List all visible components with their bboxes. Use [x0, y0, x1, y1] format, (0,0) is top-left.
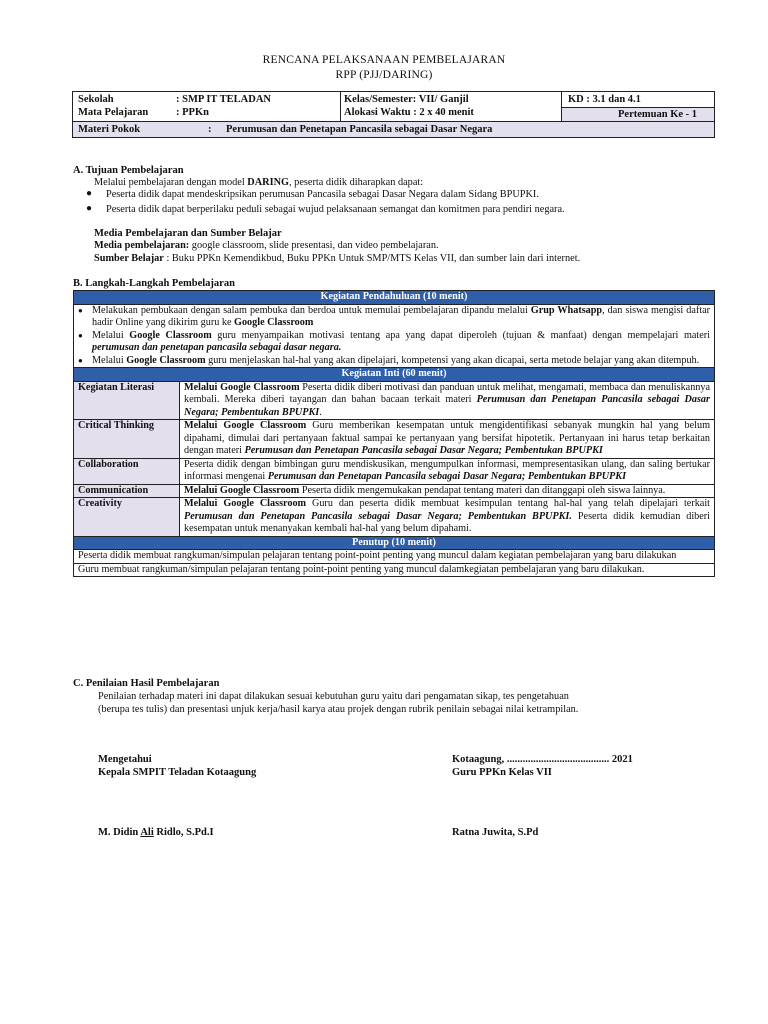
media-heading: Media Pembelajaran dan Sumber Belajar [94, 228, 282, 239]
core-activity-label: Kegiatan Literasi [74, 381, 180, 420]
closing-activity-header: Penutup (10 menit) [74, 536, 715, 550]
intro-step: ● Melakukan pembukaan dengan salam pembuka dan berdoa untuk memulai pembelajaran dipandu melalui Grup Whatsapp, dan siswa mengisi daftar hadir Online yang dikirim guru ke Google Classroom [78, 305, 710, 330]
meeting-number: Pertemuan Ke - 1 [618, 109, 698, 120]
place-date: Kotaagung, ....................................... 2021 [452, 754, 633, 765]
class-semester: Kelas/Semester: VII/ Ganjil [344, 94, 469, 105]
sources-line: Sumber Belajar : Buku PPKn Kemendikbud, Buku PPKn Untuk SMP/MTS Kelas VII, dan sumber lain dari internet. [94, 253, 581, 264]
intro-activity-header: Kegiatan Pendahuluan (10 menit) [74, 291, 715, 305]
topic-colon: : [208, 124, 212, 135]
objective-item: Peserta didik dapat mendeskripsikan perumusan Pancasila sebagai Dasar Negara dalam Sidang BPUPKI. [106, 189, 539, 200]
media-line: Media pembelajaran: google classroom, slide presentasi, dan video pembelajaran. [94, 240, 439, 251]
intro-step: ● Melalui Google Classroom guru menjelaskan hal-hal yang akan dipelajari, kompetensi yang akan dicapai, serta metode belajar yang akan ditempuh. [78, 355, 710, 368]
closing-activity-item: Guru membuat rangkuman/simpulan pelajaran tentang point-point penting yang muncul dalamkegiatan pembelajaran yang baru dilakukan. [74, 563, 715, 577]
core-activity-label: Communication [74, 484, 180, 498]
subject-label: Mata Pelajaran [78, 107, 149, 118]
subject-value: : PPKn [176, 107, 209, 118]
core-activity-label: Critical Thinking [74, 420, 180, 459]
time-allocation: Alokasi Waktu : 2 x 40 menit [344, 107, 474, 118]
intro-activity-cell [74, 304, 715, 368]
section-c-heading: C. Penilaian Hasil Pembelajaran [73, 678, 220, 689]
core-activity-label: Creativity [74, 498, 180, 537]
teacher-name: Ratna Juwita, S.Pd [452, 827, 539, 838]
core-activity-description: Melalui Google Classroom Peserta didik mengemukakan pendapat tentang materi dan ditanggapi oleh siswa lainnya. [180, 484, 715, 498]
document-subtitle: RPP (PJJ/DARING) [335, 69, 433, 81]
header-info-table [72, 91, 715, 139]
acknowledged-label: Mengetahui [98, 754, 152, 765]
intro-step: ● Melalui Google Classroom guru menyampaikan motivasi tentang apa yang dapat diperoleh (tujuan & manfaat) dengan mempelajari materi perumusan dan penetapan pancasila sebagai dasar negara. [78, 330, 710, 355]
learning-steps-table [73, 290, 715, 577]
principal-name: M. Didin Ali Ridlo, S.Pd.I [98, 827, 214, 838]
core-activity-description: Melalui Google Classroom Peserta didik diberi motivasi dan panduan untuk melihat, mengamati, membaca dan menuliskannya kembali. Mereka diberi tayangan dan bahan bacaan terkait materi Perumusan dan Penetapan Pancasila sebagai Dasar Negara; Pembentukan BPUPKI. [180, 381, 715, 420]
topic-value: Perumusan dan Penetapan Pancasila sebagai Dasar Negara [226, 124, 493, 135]
section-a-heading: A. Tujuan Pembelajaran [73, 165, 184, 176]
closing-activity-item: Peserta didik membuat rangkuman/simpulan pelajaran tentang point-point penting yang muncul dalam kegiatan pembelajaran yang baru dilakukan [74, 550, 715, 564]
bullet-dot: ● [86, 188, 93, 199]
document-title: RENCANA PELAKSANAAN PEMBELAJARAN [262, 54, 506, 66]
core-activity-description: Melalui Google Classroom Guru memberikan kesempatan untuk mengidentifikasi sebanyak mungkin hal yang belum dipahami, dimulai dari pertanyaan faktual sampai ke pertanyaan yang bersifat hipotetik. Pertanyaan ini harus tetap berkaitan dengan materi Perumusan dan Penetapan Pancasila sebagai Dasar Negara; Pembentukan BPUPKI [180, 420, 715, 459]
kd-value: KD : 3.1 dan 4.1 [568, 94, 641, 105]
section-a-intro: Melalui pembelajaran dengan model DARING, peserta didik diharapkan dapat: [94, 177, 424, 188]
assessment-line: Penilaian terhadap materi ini dapat dilakukan sesuai kebutuhan guru yaitu dari pengamatan sikap, tes pengetahuan [98, 691, 569, 702]
topic-label: Materi Pokok [78, 124, 141, 135]
core-activity-description: Peserta didik dengan bimbingan guru mendiskusikan, mengumpulkan informasi, mempresentasikan ulang, dan saling bertukar informasi mengenai Perumusan dan Penetapan Pancasila sebagai Dasar Negara; Pembentukan BPUPKI [180, 458, 715, 484]
core-activity-label: Collaboration [74, 458, 180, 484]
bullet-dot: ● [86, 203, 93, 214]
teacher-title: Guru PPKn Kelas VII [452, 767, 552, 778]
section-b-heading: B. Langkah-Langkah Pembelajaran [73, 278, 235, 289]
core-activity-description: Melalui Google Classroom Guru dan peserta didik membuat kesimpulan tentang hal-hal yang telah dipelajari terkait Perumusan dan Penetapan Pancasila sebagai Dasar Negara; Pembentukan BPUPKI. Peserta didik kemudian diberi kesempatan untuk menanyakan kembali hal-hal yang belum dipahami. [180, 498, 715, 537]
assessment-line: (berupa tes tulis) dan presentasi unjuk kerja/hasil karya atau projek dengan rubrik penilain sebagai nilai ketrampilan. [98, 704, 579, 715]
principal-title: Kepala SMPIT Teladan Kotaagung [98, 767, 257, 778]
school-label: Sekolah [78, 94, 114, 105]
school-value: : SMP IT TELADAN [176, 94, 272, 105]
core-activity-header: Kegiatan Inti (60 menit) [74, 368, 715, 382]
objective-item: Peserta didik dapat berperilaku peduli sebagai wujud pelaksanaan semangat dan komitmen para pendiri negara. [106, 204, 565, 215]
